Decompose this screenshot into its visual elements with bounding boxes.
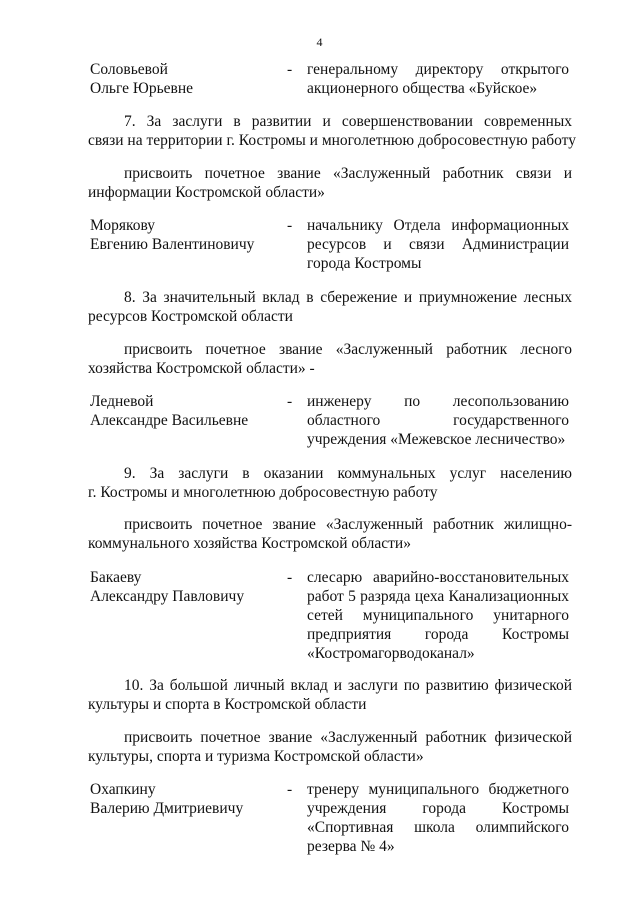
award-title-line: присвоить почетное звание «Заслуженный работник связи и	[124, 165, 572, 182]
separator-dash: -	[287, 569, 293, 586]
recipient-position-line: тренеру муниципального бюджетного	[307, 781, 569, 798]
award-title-line: присвоить почетное звание «Заслуженный работник жилищно-	[124, 516, 572, 533]
recipient-name-line: Бакаеву	[90, 569, 142, 586]
separator-dash: -	[287, 781, 293, 798]
recipient-name-line: Александру Павловичу	[90, 588, 245, 605]
recipient-name-line: Александре Васильевне	[90, 412, 249, 429]
recipient-name-line: Ольге Юрьевне	[90, 80, 194, 97]
recipient-name-line: Соловьевой	[90, 61, 168, 78]
section-paragraph-line: 7. За заслуги в развитии и совершенствовании современных	[124, 113, 572, 130]
recipient-position-line: инженеру по лесопользованию	[307, 393, 569, 410]
recipient-position-line: ресурсов и связи Администрации	[307, 236, 569, 253]
award-title-line: коммунального хозяйства Костромской области»	[88, 535, 411, 552]
recipient-position-line: города Костромы	[307, 255, 422, 272]
recipient-position-line: слесарю аварийно-восстановительных	[307, 569, 569, 586]
section-paragraph-line: ресурсов Костромской области	[88, 308, 293, 325]
section-paragraph-line: культуры и спорта в Костромской области	[88, 696, 367, 713]
page-number: 4	[316, 35, 323, 49]
separator-dash: -	[287, 393, 293, 410]
recipient-position-line: резерва № 4»	[307, 838, 395, 855]
recipient-position-line: учреждения «Межевское лесничество»	[307, 431, 566, 448]
recipient-position-line: генеральному директору открытого	[307, 61, 569, 78]
section-paragraph-line: г. Костромы и многолетнюю добросовестную работу	[88, 484, 438, 501]
recipient-position-line: областного государственного	[307, 412, 569, 429]
section-paragraph-line: 10. За большой личный вклад и заслуги по развитию физической	[124, 677, 572, 694]
recipient-name-line: Ледневой	[90, 393, 154, 410]
recipient-position-line: сетей муниципального унитарного	[307, 607, 569, 624]
recipient-name-line: Валерию Дмитриевичу	[90, 800, 244, 817]
award-title-line: культуры, спорта и туризма Костромской области»	[88, 748, 424, 765]
section-paragraph-line: 9. За заслуги в оказании коммунальных услуг населению	[124, 465, 572, 482]
recipient-position-line: «Спортивная школа олимпийского	[307, 819, 569, 836]
award-title-line: информации Костромской области»	[88, 184, 325, 201]
recipient-position-line: предприятия города Костромы	[307, 626, 569, 643]
award-title-line: присвоить почетное звание «Заслуженный работник физической	[124, 729, 572, 746]
recipient-position-line: «Костромагорводоканал»	[307, 645, 475, 662]
separator-dash: -	[287, 217, 293, 234]
recipient-position-line: работ 5 разряда цеха Канализационных	[307, 588, 569, 605]
award-title-line: присвоить почетное звание «Заслуженный работник лесного	[124, 341, 572, 358]
section-paragraph-line: связи на территории г. Костромы и многолетнюю добросовестную работу	[88, 132, 576, 149]
award-title-line: хозяйства Костромской области» -	[88, 360, 315, 377]
recipient-name-line: Охапкину	[90, 781, 156, 798]
recipient-position-line: акционерного общества «Буйское»	[307, 80, 538, 97]
recipient-name-line: Евгению Валентиновичу	[90, 236, 255, 253]
recipient-position-line: учреждения города Костромы	[307, 800, 569, 817]
separator-dash: -	[287, 61, 293, 78]
recipient-name-line: Морякову	[90, 217, 156, 234]
section-paragraph-line: 8. За значительный вклад в сбережение и приумножение лесных	[124, 289, 572, 306]
recipient-position-line: начальнику Отдела информационных	[307, 217, 569, 234]
